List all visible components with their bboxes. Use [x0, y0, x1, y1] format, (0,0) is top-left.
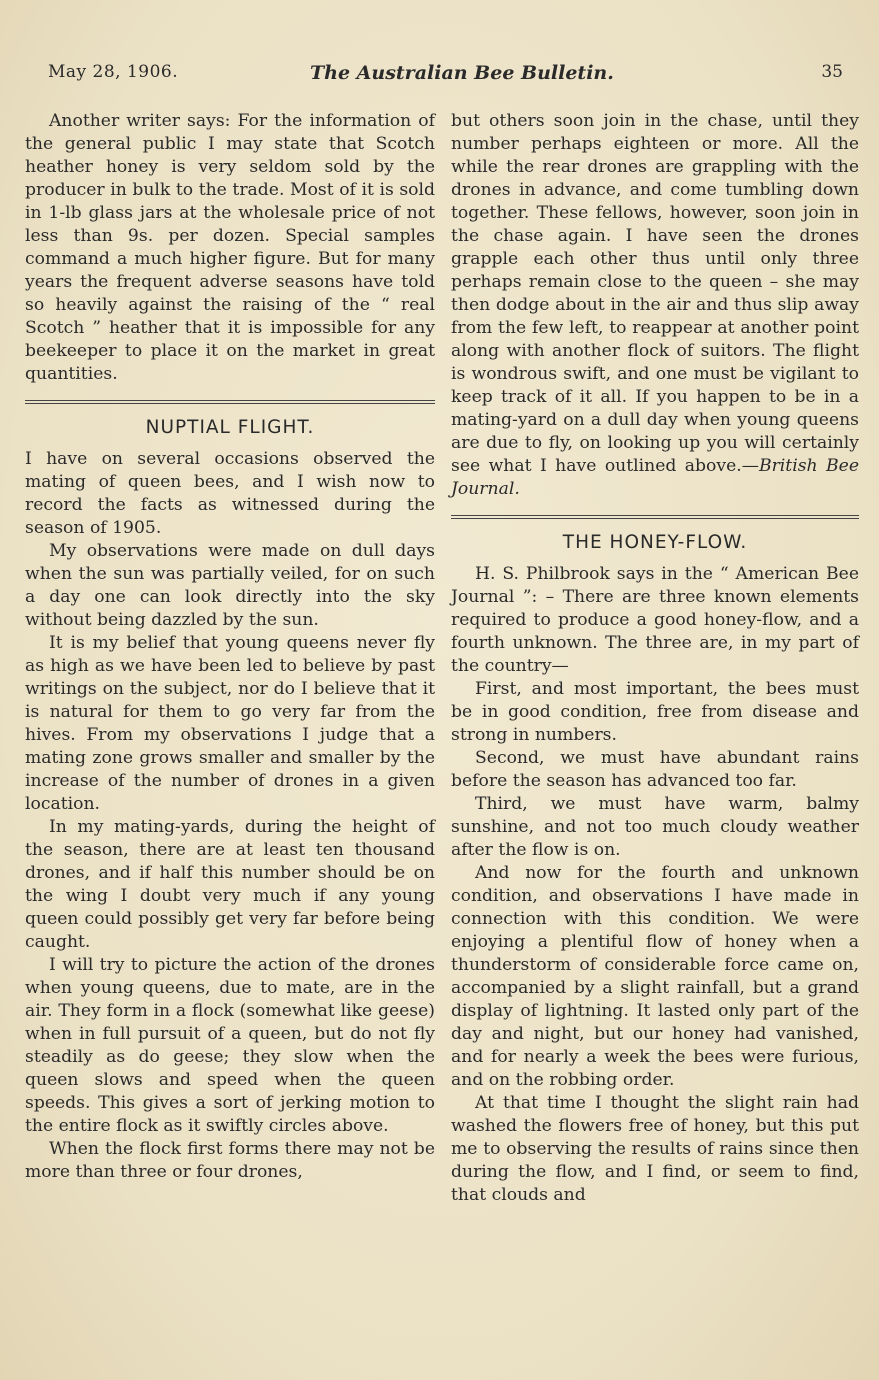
section-divider — [25, 400, 435, 404]
page-header — [48, 62, 843, 88]
body-paragraph: H. S. Philbrook says in the “ American Bee Journal ”: – There are three known elements required to produce a good honey-flow, and a fourth unknown. The three are, in my part of the country— — [451, 564, 859, 676]
body-paragraph: At that time I thought the slight rain had washed the flowers free of honey, but this put me to observing the results of rains since then during the flow, and I find, or seem to find, that clouds and — [451, 1093, 859, 1205]
body-paragraph: When the flock first forms there may not be more than three or four drones, — [25, 1139, 435, 1182]
issue-date: May 28, 1906. — [48, 62, 179, 82]
body-paragraph: I have on several occasions observed the mating of queen bees, and I wish now to record the facts as witnessed during the season of 1905. — [25, 449, 435, 538]
body-paragraph: I will try to picture the action of the drones when young queens, due to mate, are in the air. They form in a flock (somewhat like geese) when in full pursuit of a queen, but do not fly steadily as do geese; they slow when the queen slows and speed when the queen speeds. This gives a sort of jerking motion to the entire flock as it swiftly circles above. — [25, 955, 435, 1136]
right-column — [451, 110, 859, 1207]
body-paragraph: And now for the fourth and unknown condition, and observations I have made in connection with this condition. We were enjoying a plentiful flow of honey when a thunderstorm of considerable force came on, accompanied by a slight rainfall, but a grand display of lightning. It lasted only part of the day and night, but our honey had vanished, and for nearly a week the bees were furious, and on the robbing order. — [451, 863, 859, 1090]
continuation-paragraph — [451, 110, 859, 501]
honey-flow-heading: THE HONEY-FLOW. — [562, 532, 748, 553]
body-paragraph: My observations were made on dull days when the sun was partially veiled, for on such a day one can look directly into the sky without being dazzled by the sun. — [25, 541, 435, 630]
page-number: 35 — [821, 62, 843, 82]
nuptial-flight-heading: NUPTIAL FLIGHT. — [145, 417, 315, 438]
body-paragraph: It is my belief that young queens never fly as high as we have been led to believe by past writings on the subject, nor do I believe that it is natural for them to go very far from the hives. From my observations I judge that a mating zone grows smaller and smaller by the increase of the number of drones in a given location. — [25, 633, 435, 814]
section-divider — [451, 515, 859, 519]
heather-honey-paragraph: Another writer says: For the information of the general public I may state that Scotch heather honey is very seldom sold by the producer in bulk to the trade. Most of it is sold in 1-lb glass jars at the wholesale price of not less than 9s. per dozen. Special samples command a much higher figure. But for many years the frequent adverse seasons have told so heavily against the raising of the “ real Scotch ” heather that it is impossible for any beekeeper to place it on the market in great quantities. — [25, 111, 435, 384]
body-paragraph: Second, we must have abundant rains before the season has advanced too far. — [451, 748, 859, 791]
continuation-text: but others soon join in the chase, until they number perhaps eighteen or more. All the while the rear drones are grappling with the drones in advance, and come tumbling down together. These fellows, however, soon join in the chase again. I have seen the drones grapple each other thus until only three perhaps remain close to the queen – she may then dodge about in the air and thus slip away from the few left, to reappear at another point along with another flock of suitors. The flight is wondrous swift, and one must be vigilant to keep track of it all. If you happen to be in a mating-yard on a dull day when young queens are due to fly, on looking up you will certainly see what I have outlined above.— — [451, 111, 859, 476]
publication-title: The Australian Bee Bulletin. — [310, 62, 614, 84]
body-paragraph: In my mating-yards, during the height of the season, there are at least ten thousand drones, and if half this number should be on the wing I doubt very much if any young queen could possibly get very far before being caught. — [25, 817, 435, 952]
left-column — [25, 110, 435, 1184]
source-credit: British Bee Journal. — [451, 456, 859, 499]
body-paragraph: First, and most important, the bees must be in good condition, free from disease and strong in numbers. — [451, 679, 859, 745]
body-paragraph: Third, we must have warm, balmy sunshine, and not too much cloudy weather after the flow is on. — [451, 794, 859, 860]
